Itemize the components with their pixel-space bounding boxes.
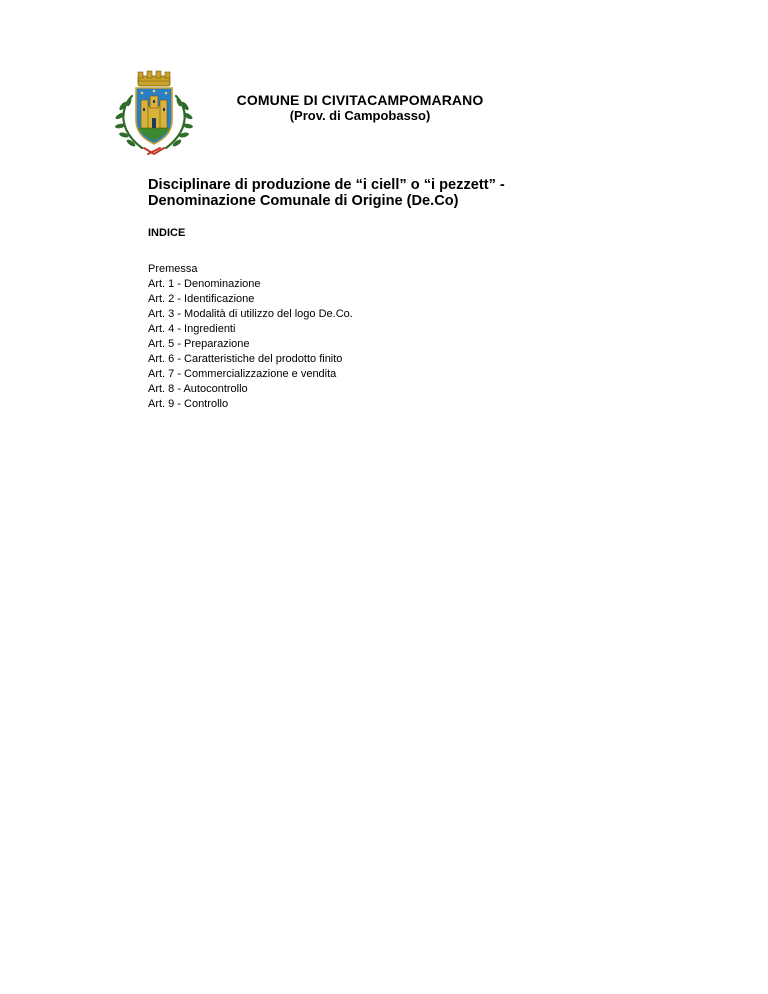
toc-item-art-3: Art. 3 - Modalità di utilizzo del logo De.Co. [148,308,353,320]
index-heading: INDICE [148,227,186,239]
header-titles [210,92,510,123]
coat-of-arms-icon [112,68,196,156]
document-title-line-2: Denominazione Comunale di Origine (De.Co) [148,193,459,209]
provincia-name: (Prov. di Campobasso) [289,108,431,123]
toc-item-art-8: Art. 8 - Autocontrollo [148,383,248,395]
document-title [148,177,628,209]
toc-item-art-5: Art. 5 - Preparazione [148,338,250,350]
toc-item-art-6: Art. 6 - Caratteristiche del prodotto finito [148,353,343,365]
comune-name: COMUNE DI CIVITACAMPOMARANO [236,92,484,108]
toc-item-premessa: Premessa [148,263,198,275]
toc-item-art-7: Art. 7 - Commercializzazione e vendita [148,368,337,380]
table-of-contents [148,262,353,412]
toc-item-art-1: Art. 1 - Denominazione [148,278,261,290]
toc-item-art-2: Art. 2 - Identificazione [148,293,255,305]
toc-item-art-9: Art. 9 - Controllo [148,398,229,410]
document-title-line-1: Disciplinare di produzione de “i ciell” o “i pezzett” - [148,177,505,193]
toc-item-art-4: Art. 4 - Ingredienti [148,323,236,335]
